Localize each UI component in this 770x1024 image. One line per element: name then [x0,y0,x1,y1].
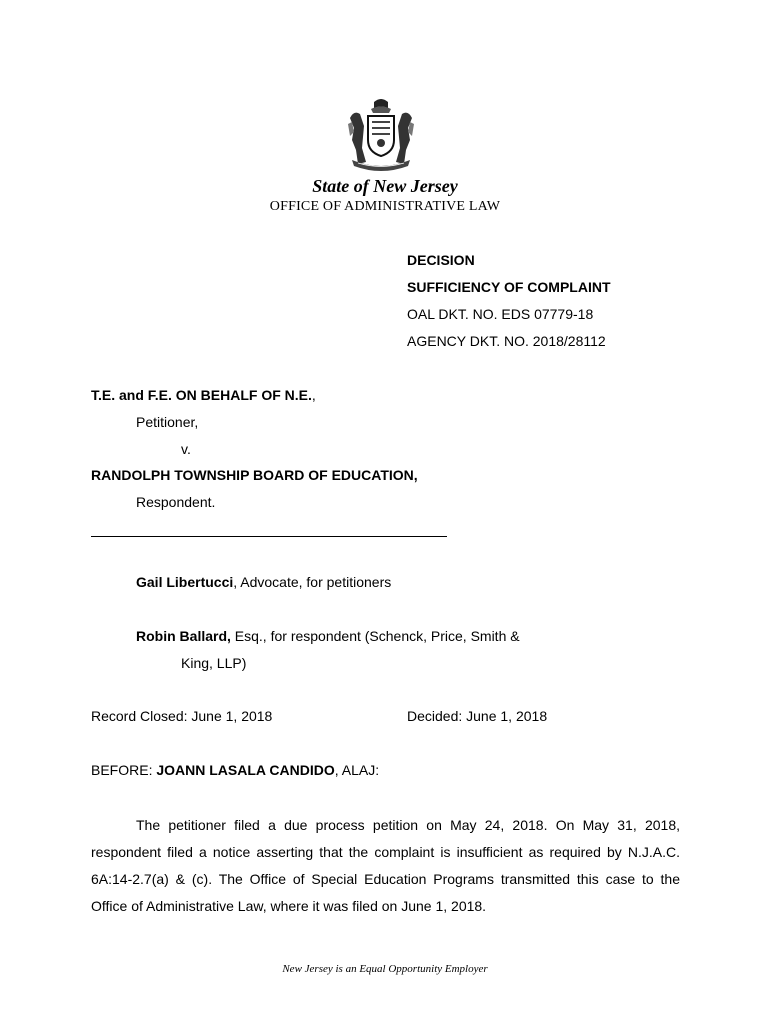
before-suffix: , ALAJ: [334,762,380,778]
versus: v. [181,441,191,457]
respondent-counsel-cont: King, LLP) [181,655,247,671]
footer-text: New Jersey is an Equal Opportunity Employer [282,963,488,975]
agency-docket-number: AGENCY DKT. NO. 2018/28112 [407,333,606,349]
judge-name: JOANN LASALA CANDIDO [156,762,335,778]
state-title: State of New Jersey [312,176,458,196]
before-prefix: BEFORE: [91,762,157,778]
petitioner-counsel-name: Gail Libertucci [136,574,234,590]
decided-date: Decided: June 1, 2018 [407,708,548,724]
petitioner-punct: , [311,387,316,403]
decision-type: SUFFICIENCY OF COMPLAINT [407,279,611,295]
record-closed-date: Record Closed: June 1, 2018 [91,708,273,724]
respondent-counsel [136,628,520,644]
petitioner-counsel [136,574,391,590]
petitioner-role: Petitioner, [136,414,199,430]
before-line [91,762,379,778]
respondent-counsel-desc: Esq., for respondent (Schenck, Price, Smith & [230,628,520,644]
new-jersey-state-seal-icon [344,96,418,172]
petitioner-counsel-desc: , Advocate, for petitioners [233,574,392,590]
respondent-role: Respondent. [136,494,216,510]
decision-label: DECISION [407,252,475,268]
petitioner-name: T.E. and F.E. ON BEHALF OF N.E. [91,387,312,403]
caption-divider [91,536,447,537]
oal-docket-number: OAL DKT. NO. EDS 07779-18 [407,306,594,322]
office-name: OFFICE OF ADMINISTRATIVE LAW [269,199,501,214]
petitioner-line [91,387,316,403]
respondent-name: RANDOLPH TOWNSHIP BOARD OF EDUCATION, [91,467,418,483]
respondent-counsel-name: Robin Ballard, [136,628,231,644]
body-paragraph: The petitioner filed a due process petition on May 24, 2018. On May 31, 2018, respondent filed a notice asserting that the complaint is insufficient as required by N.J.A.C. 6A:14-2.7(a) & (c). The Office of Special Education Programs transmitted this case to the Office of Administrative Law, where it was filed on June 1, 2018. [91,817,680,914]
